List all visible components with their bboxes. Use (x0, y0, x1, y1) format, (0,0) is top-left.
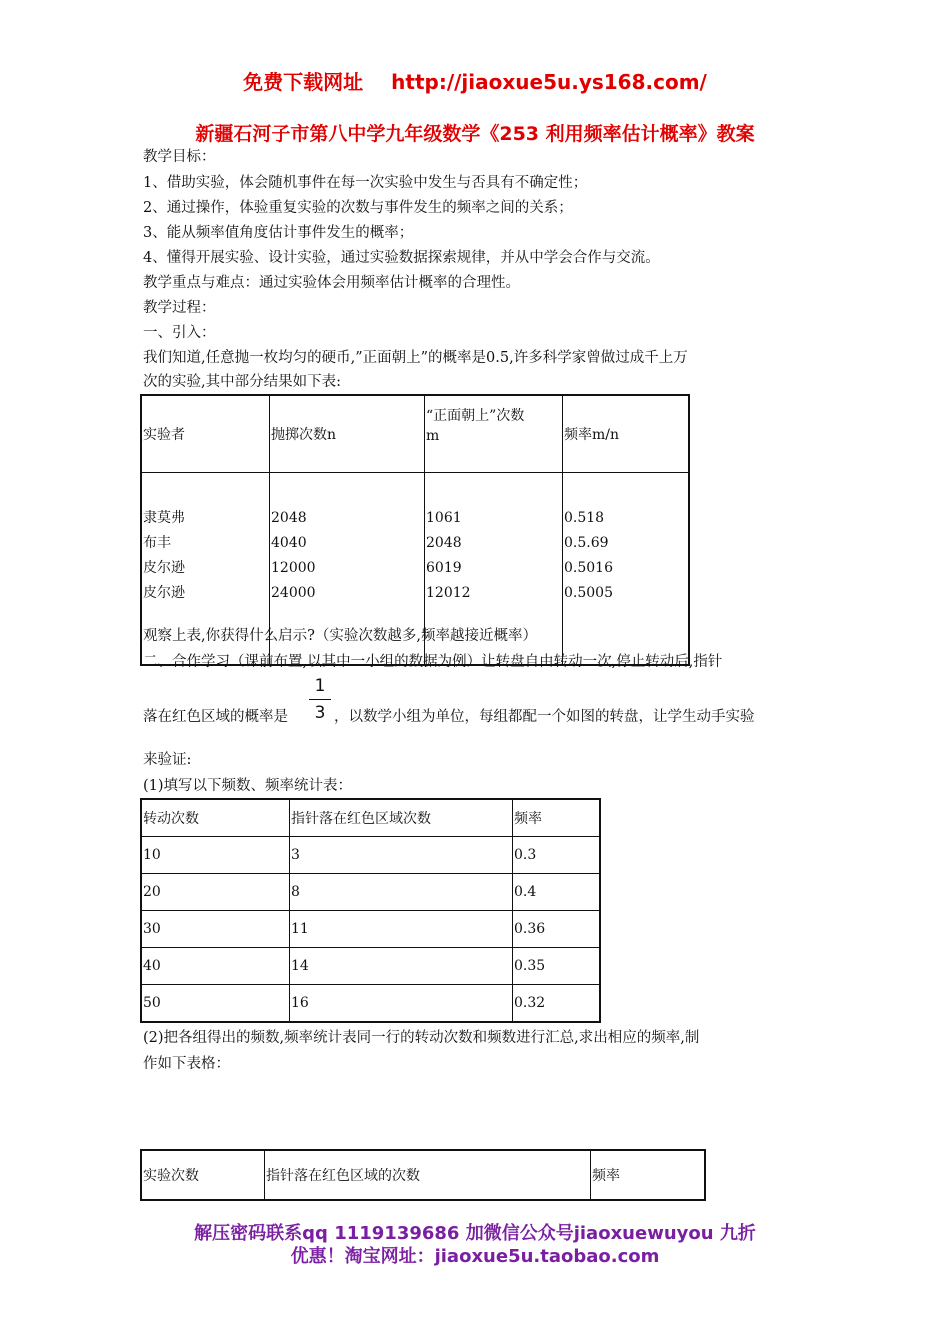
table-cell: 3 (290, 837, 513, 874)
table-cell: 11 (290, 911, 513, 948)
table-header-cell: 实验次数 (141, 1150, 265, 1200)
table-cell: 10 (141, 837, 290, 874)
table-cell: 0.5016 (564, 560, 613, 576)
table-cell: 布丰 (143, 535, 171, 551)
intro-paragraph-line1: 我们知道,任意抛一枚均匀的硬币,”正面朝上”的概率是0.5,许多科学家曾做过成千上万 (143, 350, 688, 366)
table-cell: 0.518 (564, 510, 605, 526)
table-row (141, 837, 600, 874)
goal-item-4: 4、懂得开展实验、设计实验，通过实验数据探索规律，并从中学会合作与交流。 (143, 250, 660, 266)
table-header-cell: 指针落在红色区域次数 (290, 799, 513, 837)
key-points: 教学重点与难点：通过实验体会用频率估计概率的合理性。 (143, 275, 520, 291)
download-url-link[interactable]: http://jiaoxue5u.ys168.com/ (391, 70, 707, 94)
table-header-cell: 频率 (513, 799, 601, 837)
table-header-cell: 抛掷次数n (270, 395, 425, 473)
goals-heading: 教学目标： (143, 149, 216, 165)
document-title: 新疆石河子市第八中学九年级数学《253 利用频率估计概率》教案 (195, 123, 755, 145)
table-cell: 0.3 (513, 837, 601, 874)
table-cell: 1061 (426, 510, 462, 526)
table-cell: 隶莫弗 (143, 510, 185, 526)
table-row (141, 948, 600, 985)
table-cell: 12000 (271, 560, 316, 576)
table-cell: 0.5005 (564, 585, 613, 601)
table-cell: 8 (290, 874, 513, 911)
table-header-cell (425, 395, 563, 473)
table-cell: 2048 (426, 535, 462, 551)
table-cell: 4040 (271, 535, 307, 551)
table-header-cell: 实验者 (141, 395, 270, 473)
table-cell: 24000 (271, 585, 316, 601)
goal-item-1: 1、借助实验，体会随机事件在每一次实验中发生与否具有不确定性； (143, 175, 588, 191)
table-row (141, 911, 600, 948)
table-cell: 20 (141, 874, 290, 911)
cooperation-line2a: 落在红色区域的概率是 (143, 709, 288, 725)
table-header-cell: 频率 (591, 1150, 706, 1200)
process-heading: 教学过程： (143, 300, 216, 316)
intro-paragraph-line2: 次的实验,其中部分结果如下表: (143, 374, 341, 390)
footer-taobao-link[interactable]: 优惠！淘宝网址：jiaoxue5u.taobao.com (290, 1246, 660, 1267)
table-cell: 皮尔逊 (143, 585, 185, 601)
table-header-cell: 频率m/n (563, 395, 690, 473)
goal-item-3: 3、能从频率值角度估计事件发生的概率； (143, 225, 414, 241)
table-cell: 0.35 (513, 948, 601, 985)
observation-question: 观察上表,你获得什么启示?（实验次数越多,频率越接近概率） (143, 628, 537, 644)
intro-heading: 一、引入： (143, 325, 216, 341)
step1-instruction: (1)填写以下频数、频率统计表： (143, 778, 353, 794)
table-cell: 16 (290, 985, 513, 1023)
table-header-cell: 转动次数 (141, 799, 290, 837)
header-heads-sub: m (426, 428, 440, 444)
table-row (141, 874, 600, 911)
cooperation-line2b: ，以数学小组为单位，每组都配一个如图的转盘，让学生动手实验 (334, 709, 755, 725)
download-label: 免费下载网址 (243, 70, 364, 94)
step2-line1: (2)把各组得出的频数,频率统计表同一行的转动次数和频数进行汇总,求出相应的频率,制 (143, 1030, 700, 1046)
cooperation-line3: 来验证: (143, 752, 192, 768)
table-cell: 皮尔逊 (143, 560, 185, 576)
step2-line2: 作如下表格： (143, 1056, 230, 1072)
table-cell: 40 (141, 948, 290, 985)
table-cell: 0.36 (513, 911, 601, 948)
fraction-bar (309, 699, 331, 700)
table-cell: 0.4 (513, 874, 601, 911)
table-cell: 0.5.69 (564, 535, 609, 551)
table-row (141, 985, 600, 1023)
summary-table (140, 1149, 706, 1201)
table-cell: 12012 (426, 585, 471, 601)
table-cell: 30 (141, 911, 290, 948)
fraction-numerator: 1 (314, 676, 326, 696)
table-cell: 14 (290, 948, 513, 985)
table-cell: 6019 (426, 560, 462, 576)
cooperation-line1: 二、合作学习（课前布置,以其中一小组的数据为例）让转盘自由转动一次,停止转动后,指针 (143, 654, 723, 670)
table-cell: 50 (141, 985, 290, 1023)
footer-contact: 解压密码联系qq 1119139686 加微信公众号jiaoxuewuyou 九折 (194, 1223, 756, 1244)
goal-item-2: 2、通过操作，体验重复实验的次数与事件发生的频率之间的关系； (143, 200, 573, 216)
table-header-cell: 指针落在红色区域的次数 (265, 1150, 591, 1200)
fraction-denominator: 3 (314, 703, 326, 723)
table-cell: 2048 (271, 510, 307, 526)
frequency-column (563, 473, 690, 666)
header-heads-label: “正面朝上”次数 (426, 408, 525, 424)
download-header (0, 66, 950, 95)
table-cell: 0.32 (513, 985, 601, 1023)
spinner-frequency-table (140, 798, 601, 1023)
probability-fraction (309, 676, 331, 723)
